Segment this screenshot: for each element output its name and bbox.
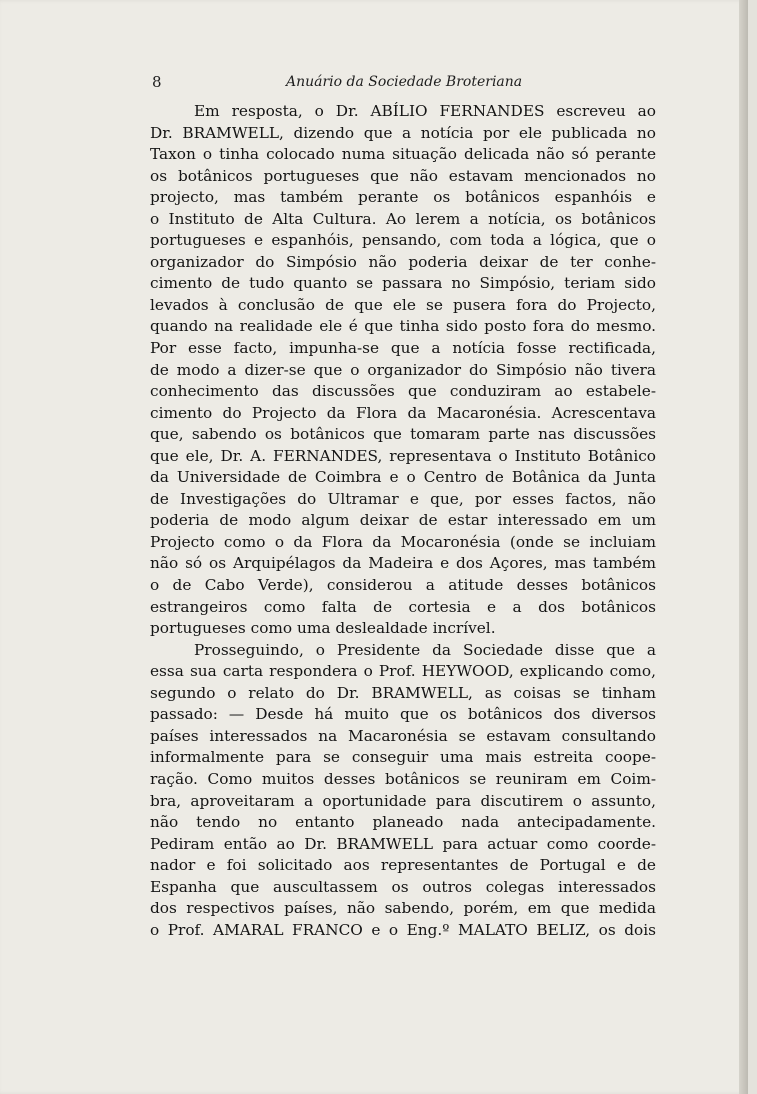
text-line: os botânicos portugueses que não estavam mencionados no [150, 166, 656, 185]
text-line: essa sua carta respondera o Prof. HEYWOOD, explicando como, [150, 662, 656, 681]
text-line: Taxon o tinha colocado numa situação delicada não só perante [150, 145, 656, 164]
body-text [150, 101, 656, 941]
text-line: da Universidade de Coimbra e o Centro de Botânica da Junta [150, 468, 656, 487]
text-line: não só os Arquipélagos da Madeira e dos Açores, mas também [150, 554, 656, 573]
text-line: bra, aproveitaram a oportunidade para discutirem o assunto, [150, 791, 656, 810]
running-title: Anuário da Sociedade Broteriana [286, 74, 523, 90]
text-line: organizador do Simpósio não poderia deixar de ter conhe- [150, 252, 656, 271]
text-line: Por esse facto, impunha-se que a notícia fosse rectificada, [150, 339, 656, 358]
text-line: Projecto como o da Flora da Mocaronésia (onde se incluiam [150, 532, 656, 551]
text-line: portugueses e espanhóis, pensando, com toda a lógica, que o [150, 231, 656, 250]
page-header [152, 73, 654, 95]
text-line: ração. Como muitos desses botânicos se reuniram em Coim- [150, 769, 656, 788]
text-line: cimento de tudo quanto se passara no Simpósio, teriam sido [150, 274, 656, 293]
text-line: portugueses como uma deslealdade incrível. [150, 619, 496, 638]
text-line: nador e foi solicitado aos representantes de Portugal e de [150, 856, 656, 875]
text-line: o Instituto de Alta Cultura. Ao lerem a notícia, os botânicos [150, 209, 656, 228]
text-line: conhecimento das discussões que conduziram ao estabele- [150, 382, 656, 401]
text-line: Em resposta, o Dr. ABÍLIO FERNANDES escreveu ao [194, 102, 656, 120]
text-line: o Prof. AMARAL FRANCO e o Eng.º MALATO BELIZ, os dois [150, 920, 656, 939]
text-line: o de Cabo Verde), considerou a atitude desses botânicos [150, 576, 656, 595]
page-number: 8 [152, 73, 162, 91]
text-line: não tendo no entanto planeado nada antecipadamente. [150, 813, 656, 832]
text-line: poderia de modo algum deixar de estar interessado em um [150, 511, 656, 530]
text-line: Dr. BRAMWELL, dizendo que a notícia por ele publicada no [150, 123, 656, 142]
text-line: Prosseguindo, o Presidente da Sociedade disse que a [194, 640, 656, 659]
text-line: segundo o relato do Dr. BRAMWELL, as coisas se tinham [150, 683, 656, 702]
text-line: levados à conclusão de que ele se pusera fora do Projecto, [150, 295, 656, 314]
text-line: informalmente para se conseguir uma mais estreita coope- [150, 748, 656, 767]
text-line: dos respectivos países, não sabendo, porém, em que medida [150, 899, 656, 918]
text-line: países interessados na Macaronésia se estavam consultando [150, 726, 656, 745]
text-line: que, sabendo os botânicos que tomaram parte nas discussões [150, 425, 656, 444]
text-line: que ele, Dr. A. FERNANDES, representava o Instituto Botânico [150, 446, 656, 465]
text-line: projecto, mas também perante os botânicos espanhóis e [150, 188, 656, 207]
text-line: quando na realidade ele é que tinha sido posto fora do mesmo. [150, 317, 656, 336]
text-line: cimento do Projecto da Flora da Macaronésia. Acrescentava [150, 403, 656, 422]
text-line: Pediram então ao Dr. BRAMWELL para actuar como coorde- [150, 834, 656, 853]
text-line: de Investigações do Ultramar e que, por esses factos, não [150, 489, 656, 508]
text-line: de modo a dizer-se que o organizador do Simpósio não tivera [150, 360, 656, 379]
text-line: estrangeiros como falta de cortesia e a dos botânicos [150, 597, 656, 616]
text-line: Espanha que auscultassem os outros colegas interessados [150, 877, 656, 896]
page-edge-shadow [739, 0, 748, 1094]
text-line: passado: — Desde há muito que os botânicos dos diversos [150, 705, 656, 724]
